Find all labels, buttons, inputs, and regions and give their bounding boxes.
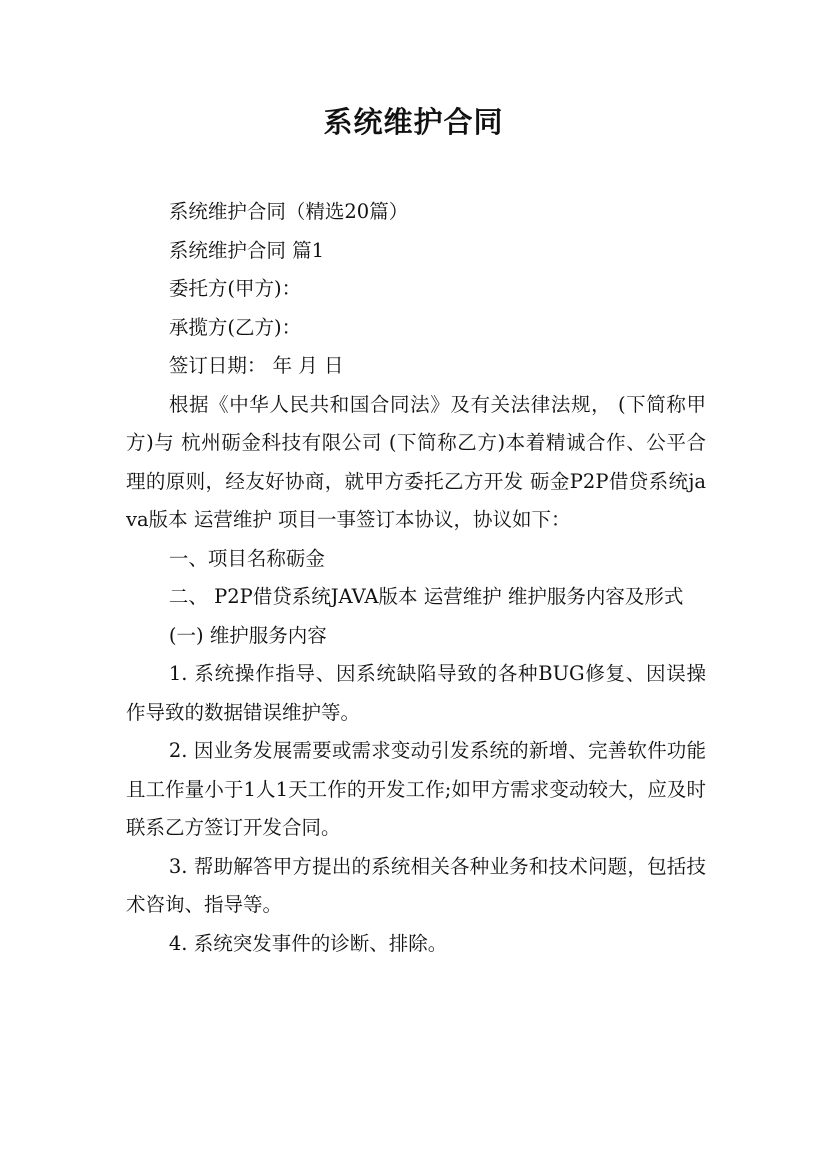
paragraph-service-scope: 二、 P2P借贷系统JAVA版本 运营维护 维护服务内容及形式	[168, 585, 684, 608]
paragraph-item-2: 2. 因业务发展需要或需求变动引发系统的新增、完善软件功能且工作量小于1人1天工作的开发工作;如甲方需求变动较大，应及时联系乙方签订开发合同。	[126, 739, 706, 839]
document-title: 系统维护合同	[323, 105, 504, 139]
paragraph-party-a: 委托方(甲方)：	[168, 277, 302, 300]
paragraph-item-1: 1. 系统操作指导、因系统缺陷导致的各种BUG修复、因误操作导致的数据错误维护等。	[126, 662, 706, 724]
document-body	[126, 193, 706, 963]
paragraph-project-name: 一、项目名称砺金	[168, 546, 325, 570]
paragraph-section-heading: 系统维护合同 篇1	[168, 238, 324, 262]
paragraph-item-3: 3. 帮助解答甲方提出的系统相关各种业务和技术问题，包括技术咨询、指导等。	[126, 854, 706, 916]
paragraph-party-b: 承揽方(乙方)：	[168, 315, 302, 339]
paragraph-preamble: 根据《中华人民共和国合同法》及有关法律法规， (下简称甲方)与 杭州砺金科技有限公司 (下简称乙方)本着精诚合作、公平合理的原则，经友好协商，就甲方委托乙方开发 砺金P2P借贷系统java版本 运营维护 项目一事签订本协议，协议如下：	[126, 392, 706, 531]
paragraph-service-content-heading: (一) 维护服务内容	[168, 623, 327, 647]
paragraph-item-4: 4. 系统突发事件的诊断、排除。	[168, 931, 448, 955]
paragraph-sign-date: 签订日期： 年 月 日	[168, 354, 344, 377]
paragraph-subtitle: 系统维护合同（精选20篇）	[168, 200, 409, 223]
